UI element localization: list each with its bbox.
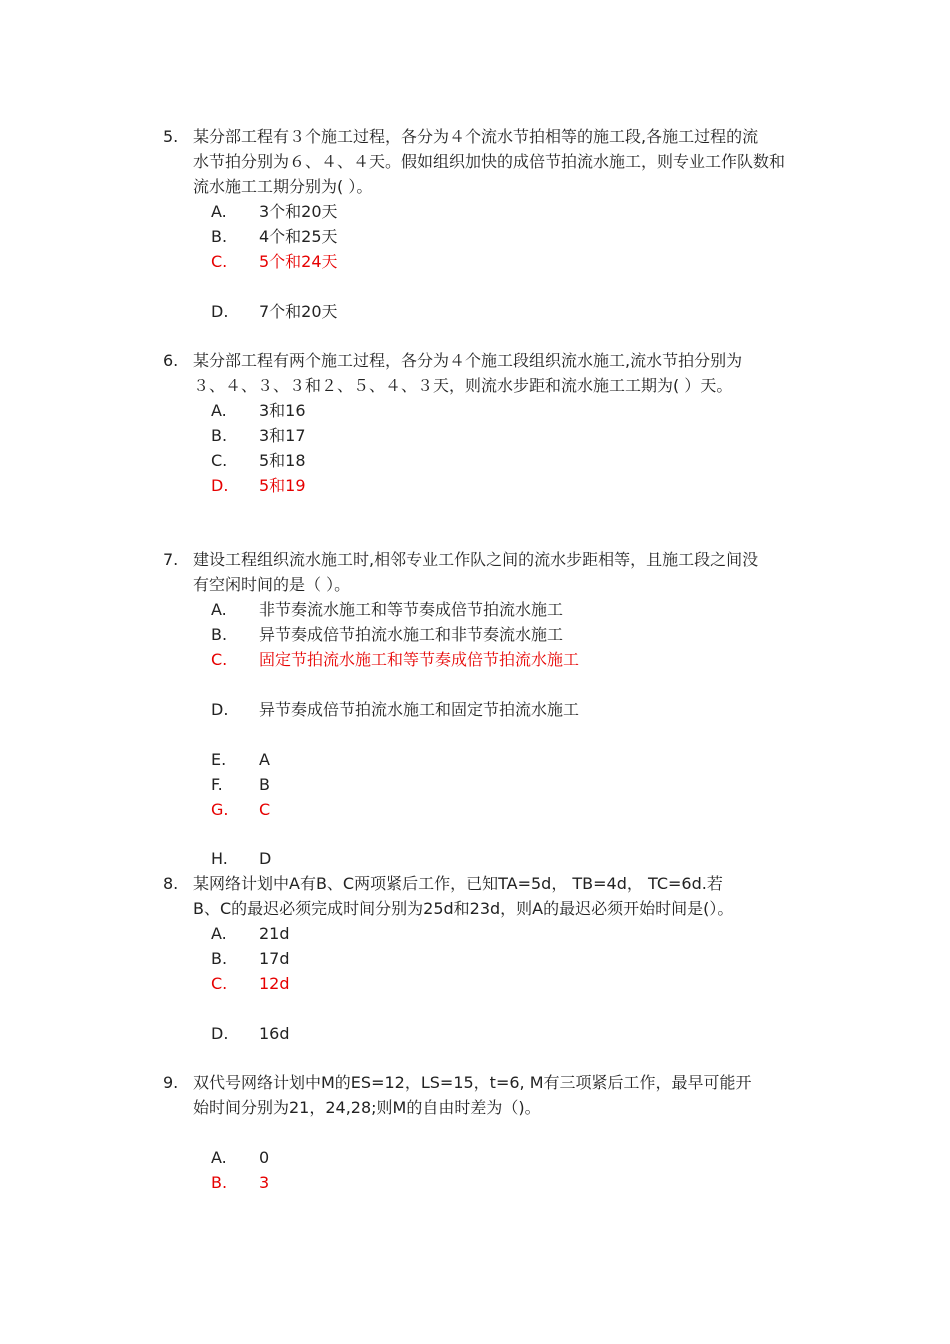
option-letter: B. [211, 625, 228, 644]
option-text: 3个和20天 [259, 202, 338, 221]
option-6a[interactable] [211, 398, 306, 423]
option-9b-correct[interactable] [211, 1170, 269, 1195]
question-text: 某分部工程有两个施工过程，各分为４个施工段组织流水施工,流水节拍分别为 [193, 351, 743, 370]
option-letter: D. [211, 700, 229, 719]
option-letter: A. [211, 1148, 227, 1167]
option-8c-correct[interactable] [211, 971, 290, 996]
option-letter: D. [211, 476, 229, 495]
option-letter: B. [211, 1173, 228, 1192]
option-7a[interactable] [211, 597, 563, 622]
option-text: 3 [259, 1173, 270, 1192]
option-text: 3和16 [259, 401, 306, 420]
question-text: 流水施工工期分别为( ）。 [193, 177, 373, 196]
question-8 [163, 871, 813, 921]
option-text: 16d [259, 1024, 290, 1043]
option-8a[interactable] [211, 921, 290, 946]
option-letter: E. [211, 750, 227, 769]
option-letter: B. [211, 949, 228, 968]
option-text: C [259, 800, 271, 819]
option-letter: H. [211, 849, 228, 868]
option-7g-correct[interactable] [211, 797, 270, 822]
option-text: 异节奏成倍节拍流水施工和固定节拍流水施工 [259, 700, 580, 719]
option-7f[interactable] [211, 772, 270, 797]
option-6c[interactable] [211, 448, 306, 473]
option-5d[interactable] [211, 299, 338, 324]
option-7h[interactable] [211, 846, 271, 871]
question-text: 始时间分别为21，24,28;则M的自由时差为（)。 [193, 1098, 541, 1117]
option-text: 3和17 [259, 426, 306, 445]
option-text: B [259, 775, 270, 794]
option-text: 12d [259, 974, 290, 993]
option-letter: A. [211, 202, 227, 221]
question-number: 7. [163, 550, 179, 569]
option-5b[interactable] [211, 224, 338, 249]
option-text: 5和19 [259, 476, 306, 495]
option-8d[interactable] [211, 1021, 290, 1046]
option-letter: F. [211, 775, 223, 794]
question-7 [163, 547, 813, 597]
question-text: 水节拍分别为６、４、４天。假如组织加快的成倍节拍流水施工，则专业工作队数和 [193, 152, 786, 171]
question-6 [163, 348, 813, 398]
question-text: 有空闲时间的是（ ）。 [193, 575, 351, 594]
option-9a[interactable] [211, 1145, 269, 1170]
option-letter: B. [211, 426, 228, 445]
option-6b[interactable] [211, 423, 306, 448]
option-5c-correct[interactable] [211, 249, 338, 274]
option-letter: D. [211, 302, 229, 321]
option-text: 非节奏流水施工和等节奏成倍节拍流水施工 [259, 600, 564, 619]
question-text: 双代号网络计划中M的ES=12，LS=15，t=6, M有三项紧后工作，最早可能开 [193, 1073, 752, 1092]
option-8b[interactable] [211, 946, 290, 971]
option-letter: B. [211, 227, 228, 246]
option-text: 7个和20天 [259, 302, 338, 321]
question-text: ３、４、３、３和２、５、４、３天，则流水步距和流水施工工期为( ）天。 [193, 376, 733, 395]
option-letter: C. [211, 451, 228, 470]
option-text: 5和18 [259, 451, 306, 470]
option-letter: A. [211, 924, 227, 943]
question-number: 5. [163, 127, 179, 146]
option-text: D [259, 849, 272, 868]
option-6d-correct[interactable] [211, 473, 306, 498]
question-text: 某网络计划中A有B、C两项紧后工作，已知TA=5d， TB=4d， TC=6d.若 [193, 874, 723, 893]
option-7c-correct[interactable] [211, 647, 579, 672]
option-7b[interactable] [211, 622, 563, 647]
option-text: 固定节拍流水施工和等节奏成倍节拍流水施工 [259, 650, 580, 669]
question-text: B、C的最迟必须完成时间分别为25d和23d，则A的最迟必须开始时间是(）。 [193, 899, 734, 918]
option-text: 5个和24天 [259, 252, 338, 271]
option-letter: D. [211, 1024, 229, 1043]
option-letter: G. [211, 800, 229, 819]
option-7e[interactable] [211, 747, 270, 772]
question-number: 8. [163, 874, 179, 893]
option-5a[interactable] [211, 199, 338, 224]
option-letter: A. [211, 600, 227, 619]
option-text: 17d [259, 949, 290, 968]
question-5 [163, 124, 813, 199]
question-text: 建设工程组织流水施工时,相邻专业工作队之间的流水步距相等，且施工段之间没 [193, 550, 759, 569]
option-text: 4个和25天 [259, 227, 338, 246]
option-letter: C. [211, 252, 228, 271]
option-text: 0 [259, 1148, 270, 1167]
option-text: 21d [259, 924, 290, 943]
option-text: A [259, 750, 270, 769]
question-9 [163, 1070, 813, 1120]
option-letter: C. [211, 650, 228, 669]
question-number: 9. [163, 1073, 179, 1092]
option-text: 异节奏成倍节拍流水施工和非节奏流水施工 [259, 625, 564, 644]
option-7d[interactable] [211, 697, 579, 722]
question-number: 6. [163, 351, 179, 370]
option-letter: A. [211, 401, 227, 420]
question-text: 某分部工程有３个施工过程，各分为４个流水节拍相等的施工段,各施工过程的流 [193, 127, 759, 146]
option-letter: C. [211, 974, 228, 993]
